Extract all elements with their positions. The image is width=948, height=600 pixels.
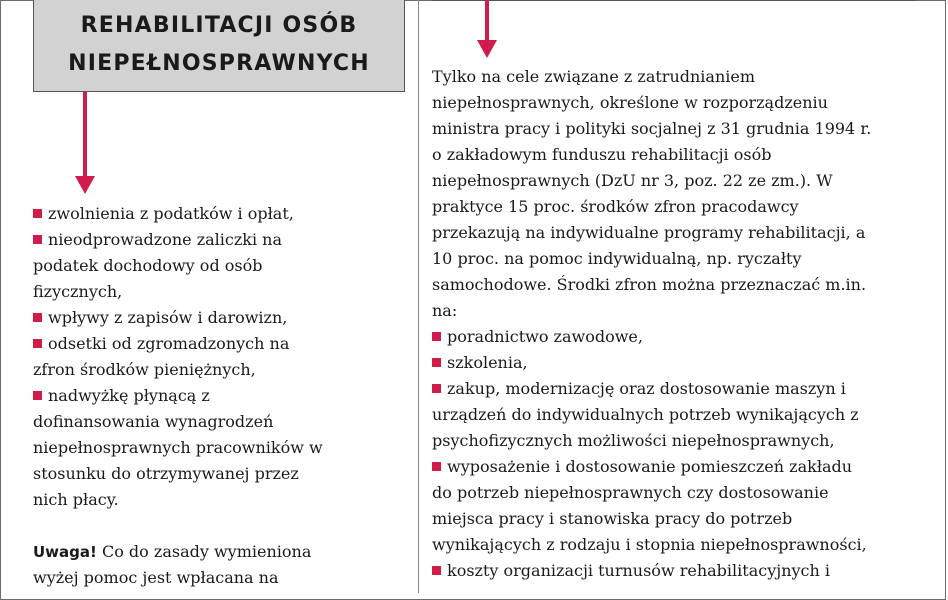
list-item: nieodprowadzone zaliczki na — [33, 227, 323, 253]
bullet-icon — [432, 332, 441, 341]
right-column — [432, 64, 871, 584]
bullet-icon — [432, 358, 441, 367]
list-item-cont: urządzeń do indywidualnych potrzeb wynikających z — [432, 405, 859, 424]
header-box — [33, 0, 405, 92]
intro-line: praktyce 15 proc. środków zfron pracodawcy — [432, 197, 799, 216]
note-label: Uwaga! — [33, 543, 97, 561]
list-item-cont: stosunku do otrzymywanej przez — [33, 464, 299, 483]
list-item: odsetki od zgromadzonych na — [33, 331, 323, 357]
arrow-down-icon — [75, 92, 95, 194]
bullet-icon — [33, 313, 42, 322]
list-item: koszty organizacji turnusów rehabilitacyjnych i — [432, 558, 871, 584]
intro-line: o zakładowym funduszu rehabilitacji osób — [432, 145, 772, 164]
note: Uwaga! Co do zasady wymieniona — [33, 542, 312, 561]
list-item-cont: psychofizycznych możliwości niepełnosprawnych, — [432, 431, 835, 450]
intro-line: przekazują na indywidualne programy rehabilitacji, a — [432, 223, 866, 242]
list-item-cont: fizycznych, — [33, 282, 123, 301]
intro-line: na: — [432, 301, 458, 320]
bullet-icon — [432, 462, 441, 471]
list-item-cont: wynikających z rodzaju i stopnia niepełnosprawności, — [432, 535, 867, 554]
column-divider — [418, 0, 419, 593]
list-item: nadwyżkę płynącą z — [33, 383, 323, 409]
list-item: zwolnienia z podatków i opłat, — [33, 201, 323, 227]
list-item: poradnictwo zawodowe, — [432, 324, 871, 350]
intro-line: ministra pracy i polityki socjalnej z 31 grudnia 1994 r. — [432, 119, 872, 138]
header-line-1: REHABILITACJI OSÓB — [80, 13, 358, 38]
bullet-icon — [432, 384, 441, 393]
intro-line: niepełnosprawnych, określone w rozporządzeniu — [432, 93, 828, 112]
list-item-cont: miejsca pracy i stanowiska pracy do potrzeb — [432, 509, 793, 528]
note-cont: wyżej pomoc jest wpłacana na — [33, 568, 279, 587]
list-item-cont: zfron środków pieniężnych, — [33, 360, 256, 379]
list-item-cont: podatek dochodowy od osób — [33, 256, 263, 275]
list-item: szkolenia, — [432, 350, 871, 376]
intro-line: 10 proc. na pomoc indywidualną, np. ryczałty — [432, 249, 802, 268]
list-item-cont: nich płacy. — [33, 490, 119, 509]
arrow-down-icon — [477, 0, 497, 58]
intro-line: Tylko na cele związane z zatrudnianiem — [432, 67, 756, 86]
bullet-icon — [33, 391, 42, 400]
list-item-cont: do potrzeb niepełnosprawnych czy dostosowanie — [432, 483, 829, 502]
list-item: wyposażenie i dostosowanie pomieszczeń zakładu — [432, 454, 871, 480]
bullet-icon — [432, 566, 441, 575]
header-line-2: NIEPEŁNOSPRAWNYCH — [68, 51, 370, 76]
list-item-cont: niepełnosprawnych pracowników w — [33, 438, 323, 457]
bullet-icon — [33, 235, 42, 244]
bullet-icon — [33, 209, 42, 218]
intro-line: samochodowe. Środki zfron można przeznaczać m.in. — [432, 275, 867, 294]
top-rule — [432, 0, 916, 1]
intro-line: niepełnosprawnych (DzU nr 3, poz. 22 ze zm.). W — [432, 171, 833, 190]
list-item: zakup, modernizację oraz dostosowanie maszyn i — [432, 376, 871, 402]
left-column — [33, 201, 323, 591]
bullet-icon — [33, 339, 42, 348]
list-item-cont: dofinansowania wynagrodzeń — [33, 412, 274, 431]
list-item: wpływy z zapisów i darowizn, — [33, 305, 323, 331]
